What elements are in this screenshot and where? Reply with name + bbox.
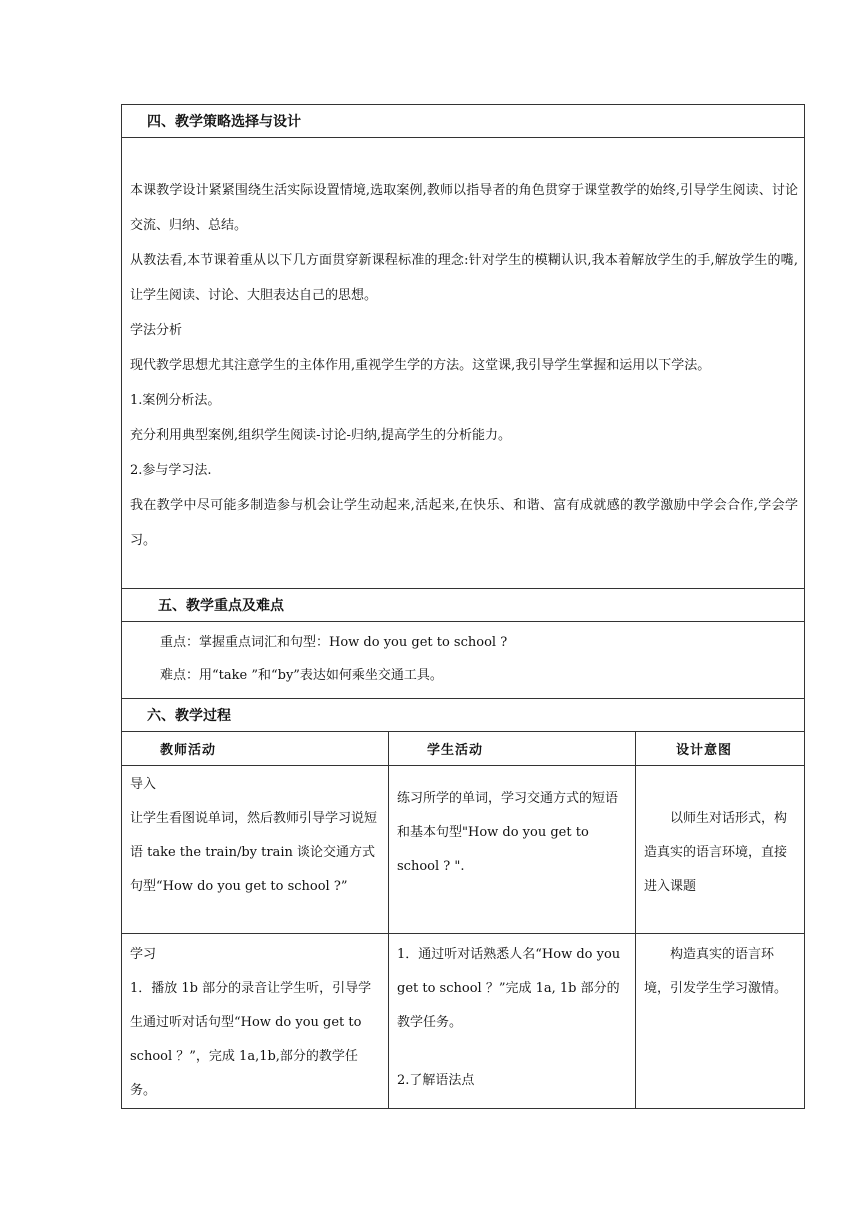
student-activity-cell [389, 934, 636, 1109]
design-intent-cell [636, 766, 805, 934]
activity-text: 2.了解语法点 [397, 1073, 475, 1088]
intent-text: 构造真实的语言环境，引发学生学习激情。 [644, 947, 788, 996]
activity-text: 让学生看图说单词，然后教师引导学习说短语 take the train/by train 谈论交通方式句型“How do you get to school ?” [130, 811, 378, 894]
strategy-paragraph: 现代教学思想尤其注意学生的主体作用,重视学生学的方法。这堂课,我引导学生掌握和运用以下学法。 [130, 358, 711, 373]
table-row [122, 934, 805, 1109]
strategy-paragraph: 学法分析 [130, 323, 183, 338]
section-5-header: 五、教学重点及难点 [122, 589, 805, 622]
section-4-header: 四、教学策略选择与设计 [122, 105, 805, 138]
table-row [122, 766, 805, 934]
activity-title: 导入 [130, 777, 157, 792]
teacher-activity-cell [122, 766, 389, 934]
strategy-paragraph: 我在教学中尽可能多制造参与机会让学生动起来,活起来,在快乐、和谐、富有成就感的教学激励中学会合作,学会学习。 [130, 498, 798, 548]
column-header-intent: 设计意图 [636, 732, 805, 766]
strategy-paragraph: 本课教学设计紧紧围绕生活实际设置情境,选取案例,教师以指导者的角色贯穿于课堂教学的始终,引导学生阅读、讨论交流、归纳、总结。 [130, 183, 798, 233]
design-intent-cell [636, 934, 805, 1109]
teacher-activity-cell [122, 934, 389, 1109]
strategy-paragraph: 充分利用典型案例,组织学生阅读-讨论-归纳,提高学生的分析能力。 [130, 428, 512, 443]
column-header-teacher: 教师活动 [122, 732, 389, 766]
difficult-point: 难点：用“take ”和“by”表达如何乘坐交通工具。 [160, 668, 443, 683]
activity-title: 学习 [130, 947, 157, 962]
column-header-student: 学生活动 [389, 732, 636, 766]
activity-text: 练习所学的单词，学习交通方式的短语和基本句型"How do you get to school ? ". [397, 791, 619, 874]
strategy-paragraph: 1.案例分析法。 [130, 393, 221, 408]
activity-text: 1．播放 1b 部分的录音让学生听，引导学生通过听对话句型“How do you get to school ？”，完成 1a,1b,部分的教学任务。 [130, 981, 372, 1098]
strategy-paragraph: 2.参与学习法. [130, 463, 212, 478]
section-4-body [122, 138, 805, 589]
lesson-plan-table [121, 104, 805, 1109]
student-activity-cell [389, 766, 636, 934]
key-point: 重点：掌握重点词汇和句型：How do you get to school ? [160, 635, 508, 650]
spacer [389, 1040, 635, 1064]
activity-text: 1．通过听对话熟悉人名“How do you get to school ？”完成 1a, 1b 部分的教学任务。 [397, 947, 621, 1030]
section-6-header: 六、教学过程 [122, 699, 805, 732]
strategy-paragraph: 从教法看,本节课着重从以下几方面贯穿新课程标准的理念:针对学生的模糊认识,我本着解放学生的手,解放学生的嘴,让学生阅读、讨论、大胆表达自己的思想。 [130, 253, 798, 303]
section-5-body [122, 622, 805, 699]
intent-text: 以师生对话形式，构造真实的语言环境，直接进入课题 [644, 811, 788, 894]
